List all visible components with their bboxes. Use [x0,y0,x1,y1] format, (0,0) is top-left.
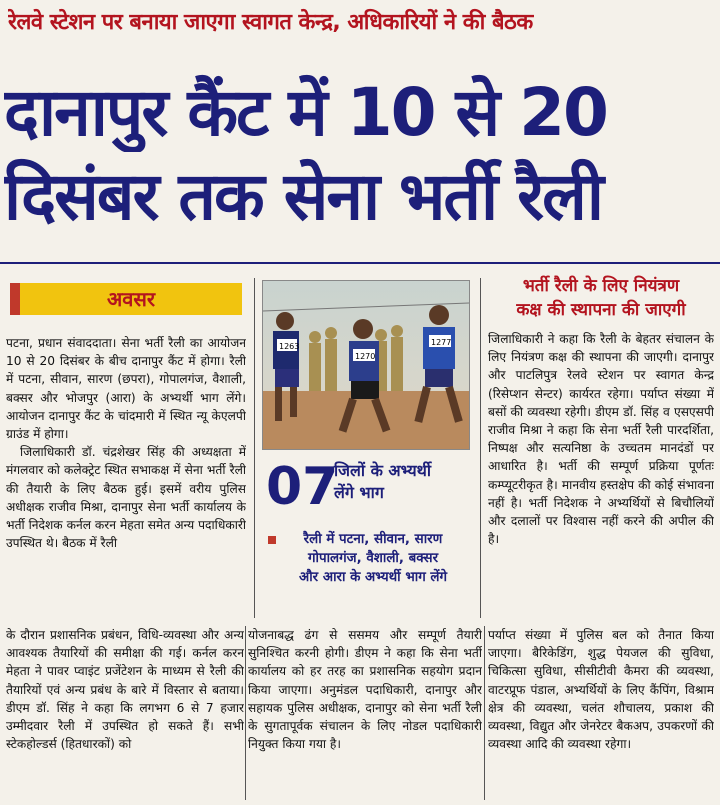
districts-bullet [262,528,468,606]
section-tag: अवसर [10,283,242,315]
runners-illustration [263,281,469,449]
districts-bullet-text [282,530,464,587]
bib-number: 1277 [431,338,452,347]
bib-number: 1270 [355,352,376,361]
bullet-line-3: और आरा के अभ्यर्थी भाग लेंगे [298,570,448,585]
sidebar-heading-line-2: कक्ष की स्थापना की जाएगी [516,300,686,320]
sidebar-heading-line-1: भर्ती रैली के लिए नियंत्रण [522,276,680,296]
column-divider-1 [254,278,255,618]
headline-line-2: दिसंबर तक सेना भर्ती रैली [4,158,602,235]
story-paragraph-1: पटना, प्रधान संवाददाता। सेना भर्ती रैली का आयोजन 10 से 20 दिसंबर के बीच दानापुर कैंट में होगा। रैली में पटना, सीवान, सारण (छपरा), गोपालगंज, वैशाली, बक्सर और भोजपुर (आरा) के अभ्यर्थी भाग लेंगे। आयोजन दानापुर कैंट के चांदमारी में स्थित न्यू केएलपी ग्राउंड में होगा। [6,336,246,442]
bottom-column-1: के दौरान प्रशासनिक प्रबंधन, विधि-व्यवस्था और अन्य आवश्यक तैयारियों की समीक्षा की गई। कर्नल करन मेहता ने पावर प्वाइंट प्रजेंटेशन के माध्यम से रैली की तैयारियों एवं अन्य प्रबंध के बारे में विस्तार से बताया। डीएम डॉ. सिंह ने कहा कि लगभग 6 से 7 हजार उम्मीदवार रैली में उपस्थित हो सकते हैं। सभी स्टेकहोल्डर्स (हितधारकों) को [6,628,244,752]
bib-number: 1263 [279,342,300,351]
runners-photo [262,280,470,450]
district-count-callout [262,452,468,530]
bullet-square-icon [268,536,276,544]
headline-divider [0,262,720,264]
sidebar-body [488,330,714,620]
district-count-label-line-2: लेंगे भाग [334,483,384,502]
sidebar-heading [488,274,714,322]
bottom-column-3: पर्याप्त संख्या में पुलिस बल को तैनात किया जाएगा। बैरिकेडिंग, शुद्ध पेयजल की सुविधा, चिकित्सा सुविधा, सीसीटीवी कैमरा की व्यवस्था, वाटरप्रूफ पंडाल, अभ्यर्थियों के लिए कैंपिंग, विश्राम क्षेत्र की व्यवस्था, चलंत शौचालय, प्रकाश की व्यवस्था, विद्युत और जेनरेटर बैकअप, उपकरणों की व्यवस्था आदि की व्यवस्था रहेगा। [488,628,714,752]
district-count-label [334,460,431,504]
column-divider-2 [480,278,481,618]
bottom-column-2: योजनाबद्ध ढंग से ससमय और सम्पूर्ण तैयारी सुनिश्चित करनी होगी। डीएम ने कहा कि सेना भर्ती कार्यालय को हर तरह का प्रशासनिक सहयोग प्रदान किया जाएगा। अनुमंडल पदाधिकारी, दानापुर और सहायक पुलिस अधीक्षक, दानापुर को सेना भर्ती रैली के सुगतापूर्वक संचालन के लिए नोडल पदाधिकारी नियुक्त किया गया है। [248,628,482,752]
headline-line-1: दानापुर कैंट में 10 से 20 [4,74,607,151]
bottom-divider-2 [484,626,485,800]
sidebar-paragraph: जिलाधिकारी ने कहा कि रैली के बेहतर संचालन के लिए नियंत्रण कक्ष की स्थापना की जाएगी। दानापुर और पाटलिपुत्र रेलवे स्टेशन पर स्वागत केन्द्र (रिसेप्शन सेन्टर) कार्यरत रहेगा। पर्याप्त संख्या में बसों की व्यवस्था रहेगी। डीएम डॉ. सिंह व एसएसपी राजीव मिश्रा ने कहा कि सेना भर्ती रैली पारदर्शिता, निष्पक्ष और सत्यनिष्ठा के उच्चतम मानदंडों पर आधारित है। भर्ती की सम्पूर्ण प्रक्रिया पूर्णतः कम्प्यूटरीकृत है। मानवीय हस्तक्षेप की कोई संभावना नहीं है। भर्ती निदेशक ने अभ्यर्थियों से बिचौलियों और दलालों पर विश्वास नहीं करने की अपील की है। [488,332,714,547]
kicker-headline: रेलवे स्टेशन पर बनाया जाएगा स्वागत केन्द्र, अधिकारियों ने की बैठक [8,10,533,35]
bullet-line-2: गोपालगंज, वैशाली, बक्सर [307,551,439,566]
story-paragraph-2: जिलाधिकारी डॉ. चंद्रशेखर सिंह की अध्यक्षता में मंगलवार को कलेक्ट्रेट स्थित सभाकक्ष में सेना भर्ती रैली की तैयारी के लिए बैठक हुई। इसमें वरीय पुलिस अधीक्षक राजीव मिश्रा, दानापुर सेना भर्ती कार्यालय के भर्ती निदेशक कर्नल करन मेहता समेत अन्य पदाधिकारी उपस्थित थे। बैठक में रैली [6,445,246,551]
district-count-number: 07 [266,457,339,517]
story-column-1 [6,334,246,624]
bottom-divider-1 [245,626,246,800]
district-count-label-line-1: जिलों के अभ्यर्थी [334,461,431,480]
bullet-line-1: रैली में पटना, सीवान, सारण [303,532,443,547]
